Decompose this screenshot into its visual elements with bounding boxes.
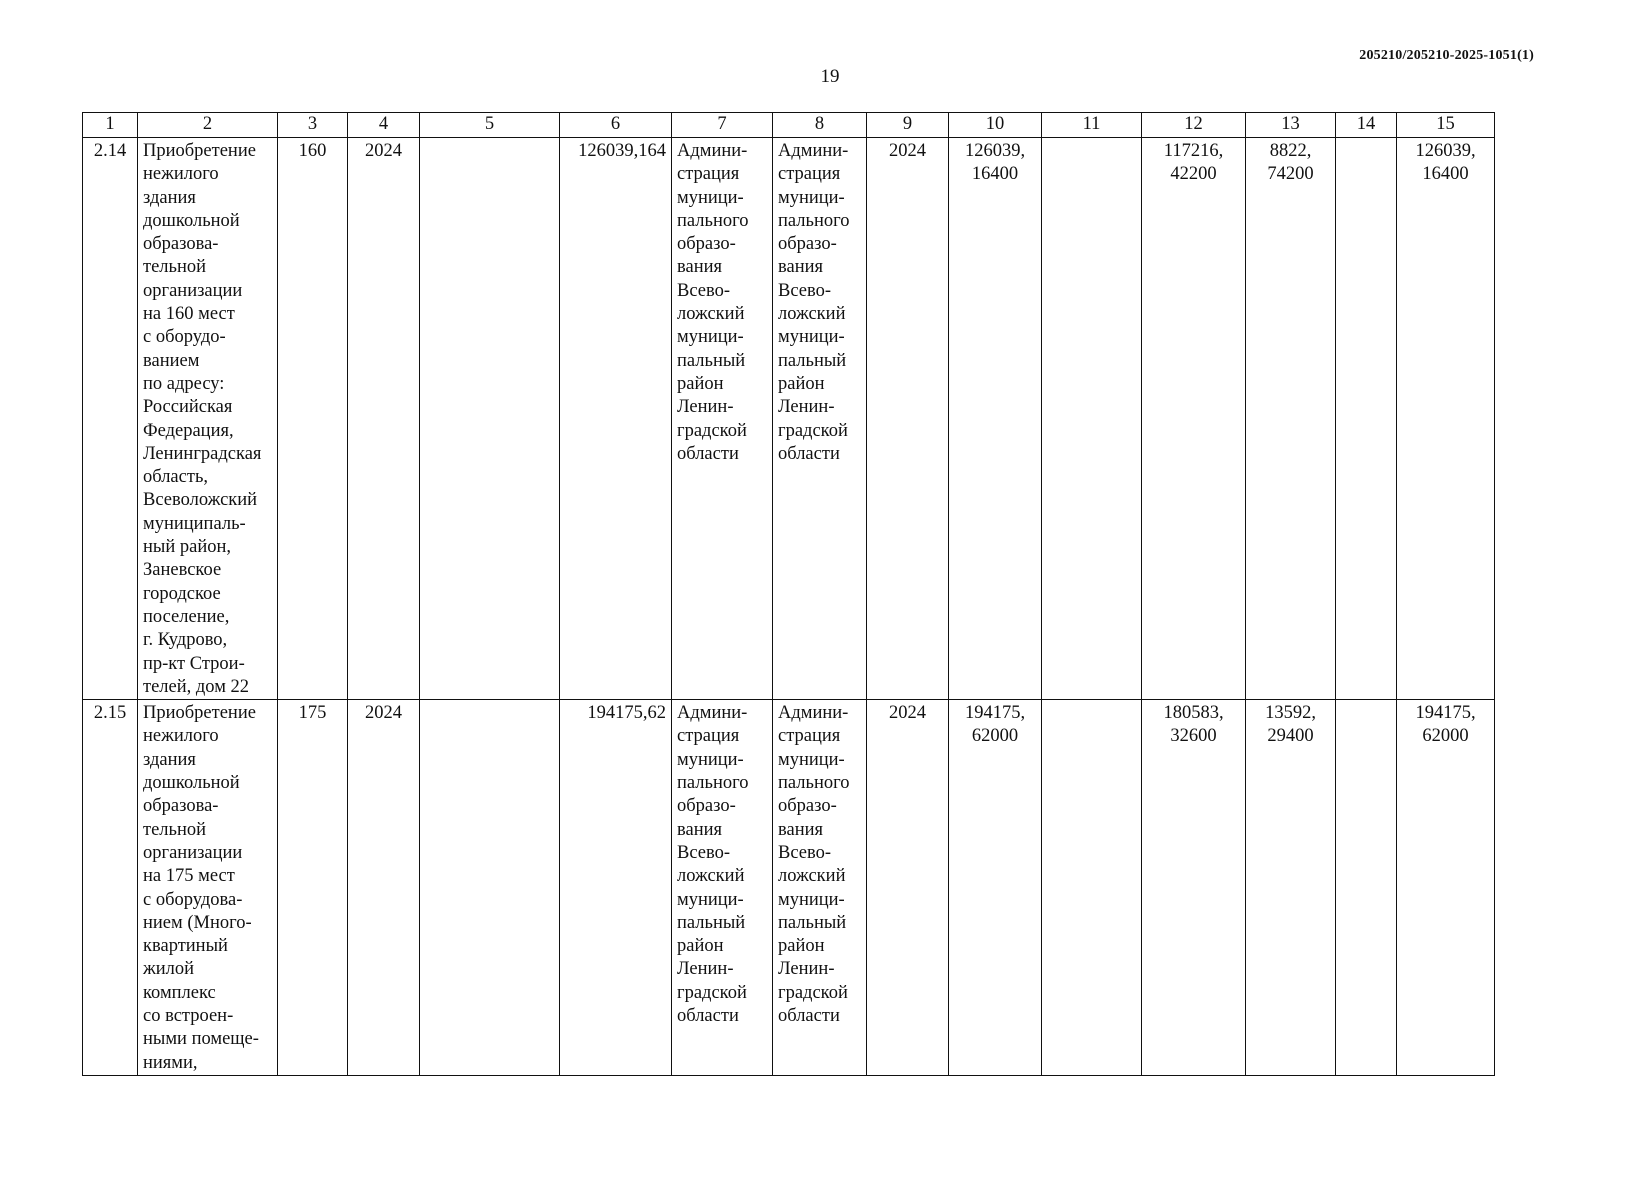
column-header: 4: [348, 113, 420, 138]
column-header: 6: [560, 113, 672, 138]
recipient-cell: Админи- страция муници- пального образо- вания Всево- ложский муници- пальный район Ленин- градской области: [773, 700, 867, 1076]
customer-cell: Админи- страция муници- пального образо- вания Всево- ложский муници- пальный район Ленин- градской области: [672, 700, 773, 1076]
column-header: 10: [949, 113, 1042, 138]
amount-total-cell: 194175, 62000: [1397, 700, 1495, 1076]
year-cell: 2024: [348, 138, 420, 700]
column-header: 7: [672, 113, 773, 138]
page-number: 19: [820, 66, 840, 87]
empty-cell: [1336, 700, 1397, 1076]
cost-cell: 194175,62: [560, 700, 672, 1076]
empty-cell: [1042, 700, 1142, 1076]
object-name-cell: Приобретение нежилого здания дошкольной образова- тельной организации на 160 мест с оборудо- ванием по адресу: Российская Федерация, Ленинградская область, Всеволожский муниципаль- ный район, Заневское городское поселение, г. Кудрово, пр-кт Строи- телей, дом 22: [138, 138, 278, 700]
column-header: 3: [278, 113, 348, 138]
table-row: [83, 138, 1495, 700]
object-name-cell: Приобретение нежилого здания дошкольной образова- тельной организации на 175 мест с оборудова- нием (Много- квартиный жилой комплекс со встроен- ными помеще- ниями,: [138, 700, 278, 1076]
amount-total-cell: 126039, 16400: [949, 138, 1042, 700]
data-table: [82, 112, 1495, 1076]
customer-cell: Админи- страция муници- пального образо- вания Всево- ложский муници- пальный район Ленин- градской области: [672, 138, 773, 700]
row-number-cell: 2.14: [83, 138, 138, 700]
column-header: 14: [1336, 113, 1397, 138]
amount-cell: 180583, 32600: [1142, 700, 1246, 1076]
column-header: 12: [1142, 113, 1246, 138]
year-cell: 2024: [867, 700, 949, 1076]
column-header: 15: [1397, 113, 1495, 138]
empty-cell: [420, 138, 560, 700]
capacity-cell: 175: [278, 700, 348, 1076]
year-cell: 2024: [867, 138, 949, 700]
column-header: 13: [1246, 113, 1336, 138]
document-number: 205210/205210-2025-1051(1): [1359, 48, 1534, 63]
amount-total-cell: 126039, 16400: [1397, 138, 1495, 700]
cost-cell: 126039,164: [560, 138, 672, 700]
year-cell: 2024: [348, 700, 420, 1076]
column-header: 9: [867, 113, 949, 138]
row-number-cell: 2.15: [83, 700, 138, 1076]
empty-cell: [420, 700, 560, 1076]
column-header: 1: [83, 113, 138, 138]
column-header: 8: [773, 113, 867, 138]
amount-total-cell: 194175, 62000: [949, 700, 1042, 1076]
recipient-cell: Админи- страция муници- пального образо- вания Всево- ложский муници- пальный район Ленин- градской области: [773, 138, 867, 700]
column-header: 11: [1042, 113, 1142, 138]
empty-cell: [1042, 138, 1142, 700]
capacity-cell: 160: [278, 138, 348, 700]
empty-cell: [1336, 138, 1397, 700]
column-header-row: [83, 113, 1495, 138]
amount-cell: 13592, 29400: [1246, 700, 1336, 1076]
column-header: 2: [138, 113, 278, 138]
amount-cell: 8822, 74200: [1246, 138, 1336, 700]
column-header: 5: [420, 113, 560, 138]
table-row: [83, 700, 1495, 1076]
amount-cell: 117216, 42200: [1142, 138, 1246, 700]
